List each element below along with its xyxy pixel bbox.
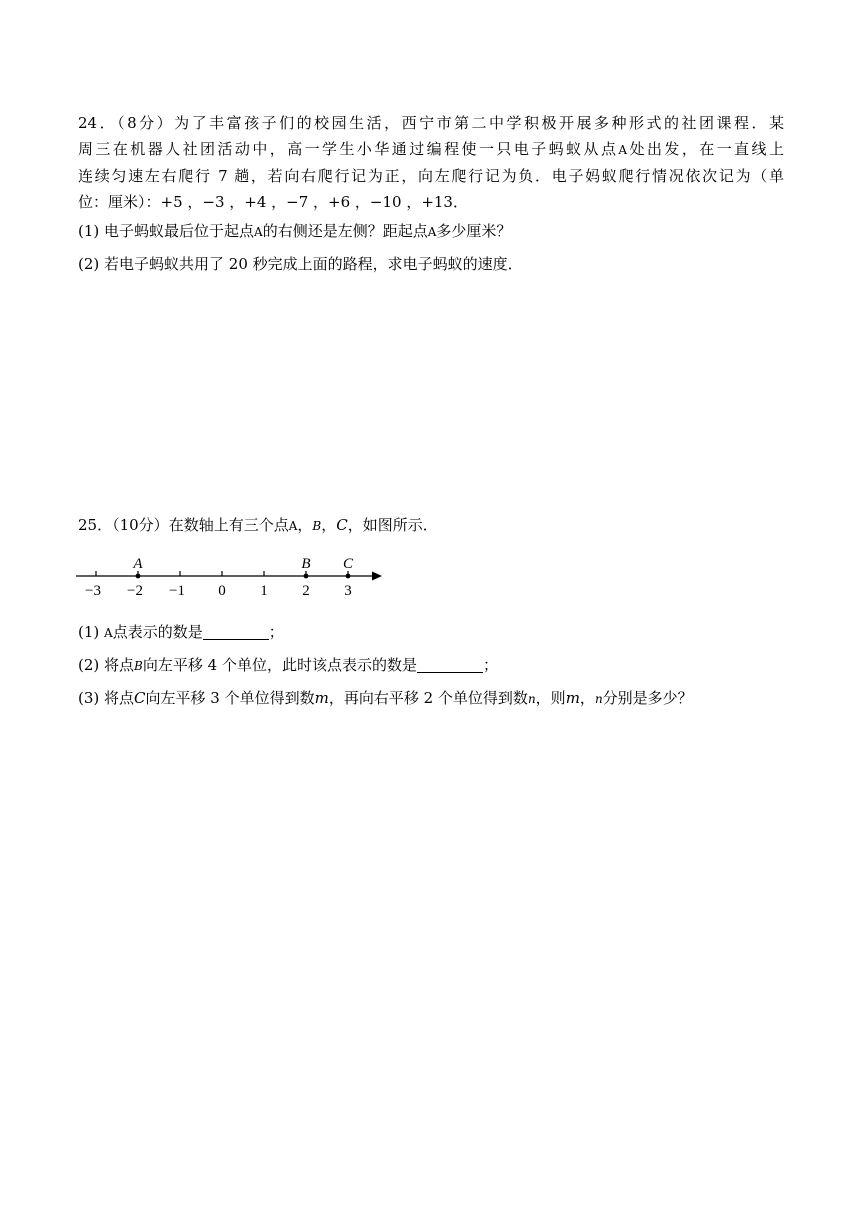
tick-label: −2 bbox=[127, 583, 143, 599]
q25-p3-d: ，则 bbox=[535, 689, 566, 707]
tick-label: 0 bbox=[218, 583, 226, 599]
point-dot-c bbox=[346, 574, 351, 579]
q25-p3-m2: m bbox=[565, 689, 580, 707]
q25-intro-b: ，如图所示． bbox=[347, 516, 438, 534]
point-label-c: C bbox=[342, 556, 354, 572]
q24-number: 24． bbox=[78, 114, 118, 132]
q25-part-3 bbox=[78, 682, 784, 715]
q24-p1-b: 的右侧还是左侧？距起点 bbox=[262, 222, 428, 240]
q25-p2-b: 向左平移 4 个单位，此时该点表示的数是 bbox=[142, 656, 417, 674]
tick-label: −1 bbox=[169, 583, 185, 599]
q25-number: 25． bbox=[78, 516, 113, 534]
q25-part-2 bbox=[78, 649, 784, 682]
point-label-b: B bbox=[301, 556, 311, 572]
q24-p1-point-a2: A bbox=[427, 225, 437, 239]
q25-sep-1: ， bbox=[297, 516, 313, 534]
q25-point-a: A bbox=[288, 519, 298, 533]
q25-sep-2: ， bbox=[321, 516, 337, 534]
question-25 bbox=[78, 512, 784, 539]
q24-score: （8分） bbox=[117, 114, 175, 132]
q25-p1-point: A bbox=[104, 626, 113, 640]
q25-parts bbox=[78, 616, 784, 715]
q25-part-1 bbox=[78, 616, 784, 649]
number-line bbox=[76, 550, 386, 600]
q25-p3-f: 分别是多少？ bbox=[602, 689, 693, 707]
q25-point-c: C bbox=[336, 516, 348, 534]
q24-part-1 bbox=[78, 215, 784, 248]
q24-part-2 bbox=[78, 248, 784, 280]
q25-p3-n2: n bbox=[594, 692, 603, 706]
q24-line-1 bbox=[78, 110, 784, 136]
q24-text-4: 位：厘米）：+5 ，−3 ，+4 ，−7 ，+6 ，−10 ，+13． bbox=[78, 193, 468, 211]
point-label-a: A bbox=[133, 556, 143, 572]
q25-intro bbox=[78, 512, 784, 539]
q25-score: （10分） bbox=[112, 516, 169, 534]
q24-text-2a: 周三在机器人社团活动中，高一学生小华通过编程使一只电子蚂蚁从点 bbox=[78, 140, 619, 158]
tick-label: 1 bbox=[260, 583, 268, 599]
q24-p1-c: 多少厘米？ bbox=[436, 222, 512, 240]
q25-p1-a: (1) bbox=[78, 623, 105, 641]
q24-p1-a: (1) 电子蚂蚁最后位于起点 bbox=[78, 222, 255, 240]
q25-p3-m: m bbox=[314, 689, 329, 707]
q24-line-2 bbox=[78, 136, 784, 163]
q25-p2-c: ； bbox=[482, 656, 498, 674]
question-24 bbox=[78, 110, 784, 280]
number-line-arrow-icon bbox=[372, 572, 382, 581]
q25-p3-e: ， bbox=[579, 689, 595, 707]
q25-p2-point: B bbox=[134, 659, 143, 673]
q24-line-3 bbox=[78, 163, 784, 189]
tick-label: −3 bbox=[85, 583, 101, 599]
q25-p3-point: C bbox=[134, 689, 146, 707]
q24-text-2b: 处出发，在一直线上 bbox=[627, 140, 784, 158]
q25-p3-a: (3) 将点 bbox=[78, 689, 135, 707]
q25-p2-a: (2) 将点 bbox=[78, 656, 135, 674]
q24-p1-point-a: A bbox=[254, 225, 263, 239]
q25-p1-b: 点表示的数是 bbox=[112, 623, 203, 641]
q25-p3-n: n bbox=[527, 692, 536, 706]
tick-label: 3 bbox=[344, 583, 352, 599]
q25-point-b: B bbox=[312, 519, 322, 533]
q25-p3-b: 向左平移 3 个单位得到数 bbox=[145, 689, 315, 707]
answer-blank-2[interactable] bbox=[417, 656, 483, 673]
q24-point-a: A bbox=[618, 143, 628, 157]
q25-p3-c: ，再向右平移 2 个单位得到数 bbox=[328, 689, 528, 707]
answer-blank-1[interactable] bbox=[203, 623, 269, 640]
q24-text-1: 为了丰富孩子们的校园生活，西宁市第二中学积极开展多种形式的社团课程．某 bbox=[174, 114, 784, 132]
q24-line-4 bbox=[78, 189, 784, 215]
point-dot-b bbox=[304, 574, 309, 579]
tick-label: 2 bbox=[302, 583, 310, 599]
q24-text-3: 连续匀速左右爬行 7 趟，若向右爬行记为正，向左爬行记为负．电子妈蚁爬行情况依次记为（单 bbox=[78, 167, 784, 185]
q25-p1-c: ； bbox=[268, 623, 284, 641]
point-dot-a bbox=[136, 574, 141, 579]
q24-p2: (2) 若电子蚂蚁共用了 20 秒完成上面的路程，求电子蚂蚁的速度． bbox=[78, 255, 523, 273]
q25-intro-a: 在数轴上有三个点 bbox=[168, 516, 289, 534]
